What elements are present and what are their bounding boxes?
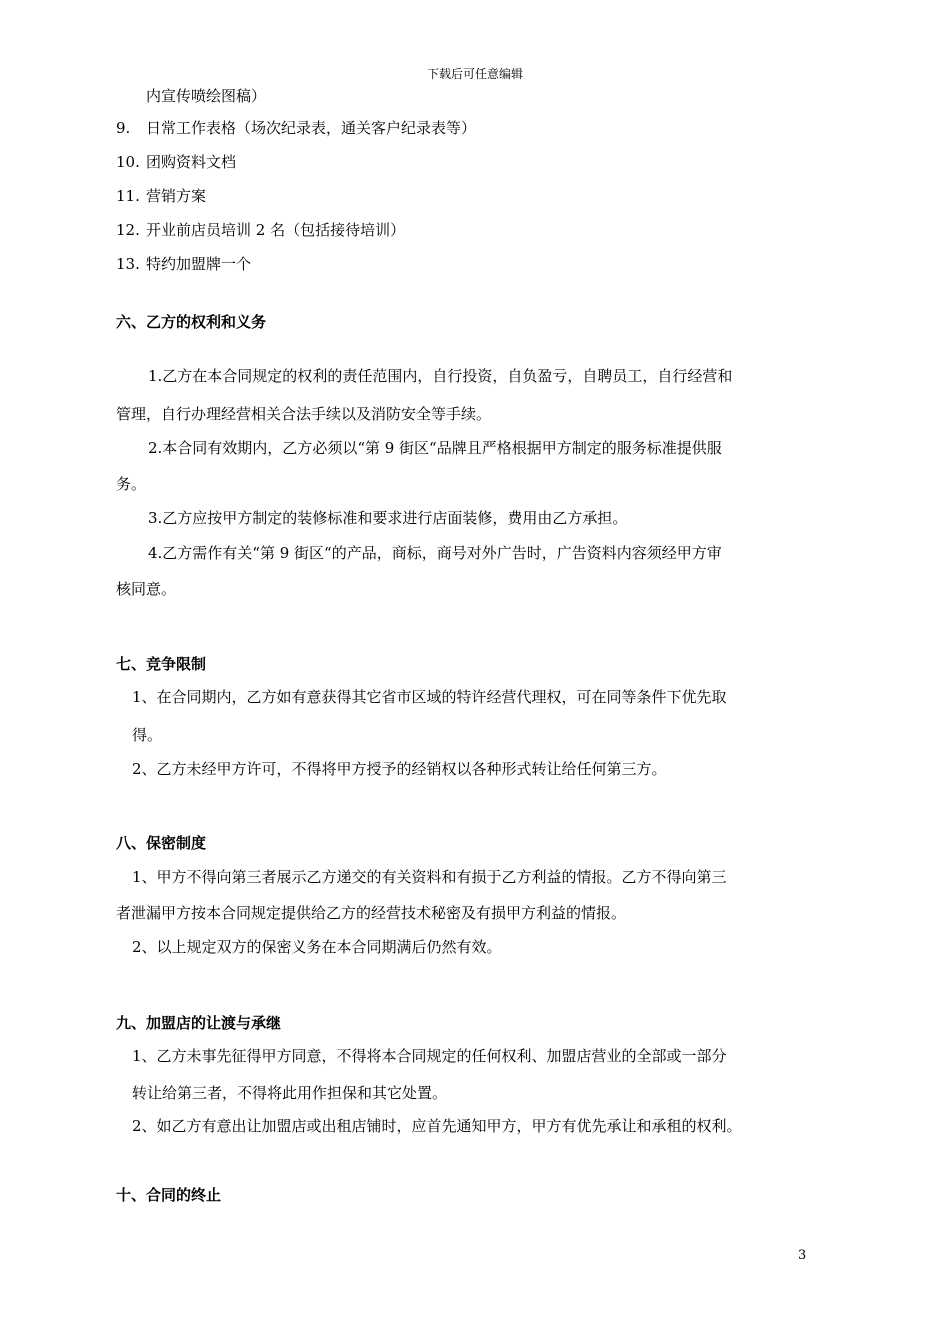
list-item-text: 开业前店员培训 2 名（包括接待培训）: [146, 221, 406, 239]
list-item: [116, 220, 405, 240]
list-item-number: 12.: [116, 221, 140, 239]
section-7-line: 得。: [132, 726, 163, 744]
section-6-line: 2.本合同有效期内，乙方必须以“第 9 街区“品牌且严格根据甲方制定的服务标准提供服: [148, 439, 722, 457]
section-9-heading: 九、加盟店的让渡与承继: [116, 1014, 282, 1032]
page-number: 3: [798, 1248, 807, 1263]
section-6-line: 1.乙方在本合同规定的权利的责任范围内，自行投资，自负盈亏，自聘员工，自行经营和: [148, 367, 733, 385]
list-item: [116, 118, 476, 138]
section-9-line: 2、如乙方有意出让加盟店或出租店铺时，应首先通知甲方，甲方有优先承让和承租的权利。: [132, 1117, 742, 1135]
section-9-line: 转让给第三者，不得将此用作担保和其它处置。: [132, 1084, 448, 1102]
section-8-line: 2、以上规定双方的保密义务在本合同期满后仍然有效。: [132, 938, 502, 956]
section-6-line: 核同意。: [116, 580, 177, 598]
section-6-heading: 六、乙方的权利和义务: [116, 313, 267, 331]
section-9-line: 1、乙方未事先征得甲方同意，不得将本合同规定的任何权利、加盟店营业的全部或一部分: [132, 1047, 727, 1065]
list-item: [116, 254, 251, 274]
section-6-line: 务。: [116, 475, 147, 493]
section-6-line: 管理，自行办理经营相关合法手续以及消防安全等手续。: [116, 405, 492, 423]
list-item-number: 11.: [116, 187, 140, 205]
list-item-text: 特约加盟牌一个: [146, 255, 252, 273]
list-item: [116, 152, 236, 172]
list-continuation: 内宣传喷绘图稿）: [146, 87, 267, 105]
section-6-line: 3.乙方应按甲方制定的装修标准和要求进行店面装修，费用由乙方承担。: [148, 509, 628, 527]
section-8-line: 者泄漏甲方按本合同规定提供给乙方的经营技术秘密及有损甲方利益的情报。: [116, 904, 627, 922]
page-header: 下载后可任意编辑: [426, 67, 523, 81]
list-item-number: 13.: [116, 255, 140, 273]
section-7-heading: 七、竞争限制: [116, 655, 207, 673]
list-item: [116, 186, 206, 206]
list-item-text: 营销方案: [146, 187, 207, 205]
section-10-heading: 十、合同的终止: [116, 1186, 222, 1204]
section-7-line: 2、乙方未经甲方许可，不得将甲方授予的经销权以各种形式转让给任何第三方。: [132, 760, 667, 778]
list-item-text: 团购资料文档: [146, 153, 237, 171]
list-item-number: 9.: [116, 119, 131, 137]
section-6-line: 4.乙方需作有关“第 9 街区“的产品，商标，商号对外广告时，广告资料内容须经甲方审: [148, 544, 722, 562]
section-8-heading: 八、保密制度: [116, 834, 207, 852]
list-item-text: 日常工作表格（场次纪录表，通关客户纪录表等）: [146, 119, 477, 137]
list-item-number: 10.: [116, 153, 140, 171]
section-8-line: 1、甲方不得向第三者展示乙方递交的有关资料和有损于乙方利益的情报。乙方不得向第三: [132, 868, 727, 886]
section-7-line: 1、在合同期内，乙方如有意获得其它省市区域的特许经营代理权，可在同等条件下优先取: [132, 688, 727, 706]
